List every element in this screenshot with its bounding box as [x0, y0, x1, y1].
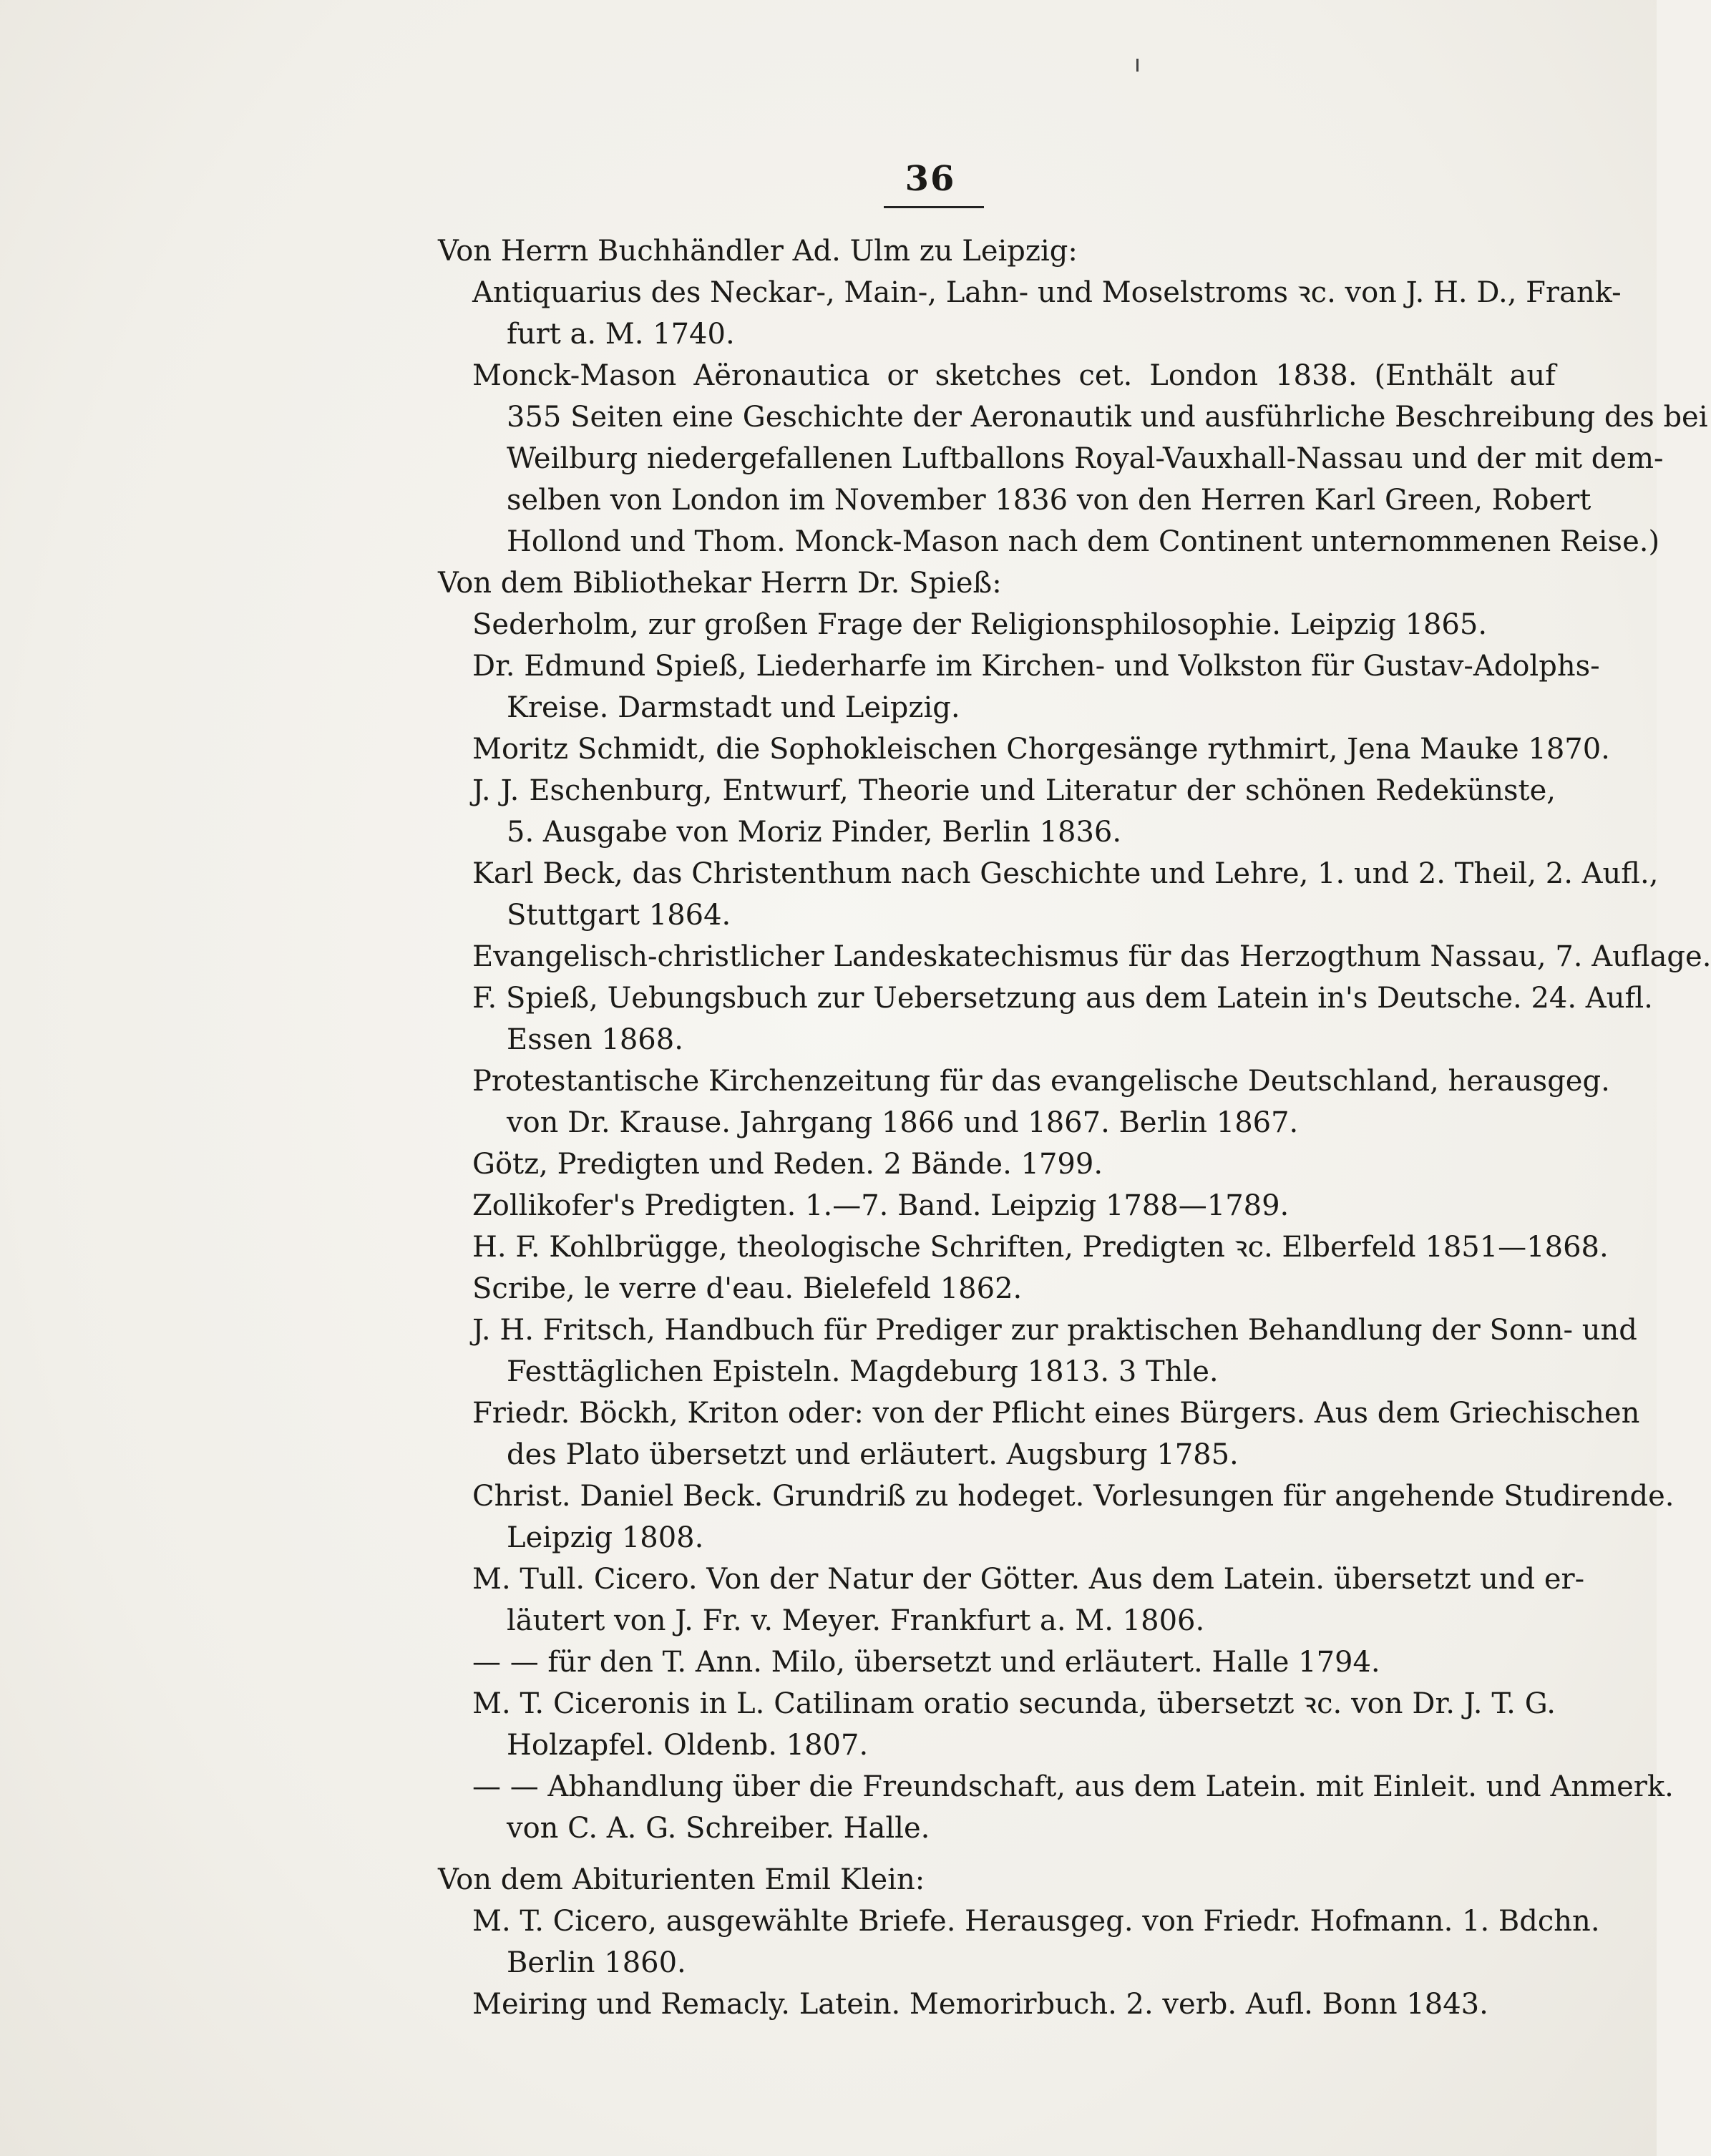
- book-entry-line: von Dr. Krause. Jahrgang 1866 und 1867. Berlin 1867.: [507, 1106, 1299, 1139]
- book-entry-line: Leipzig 1808.: [507, 1521, 704, 1554]
- book-entry-line: M. Tull. Cicero. Von der Natur der Götter. Aus dem Latein. übersetzt und er-: [472, 1563, 1585, 1596]
- book-entry-line: 355 Seiten eine Geschichte der Aeronautik und ausführliche Beschreibung des bei: [507, 401, 1708, 434]
- book-entry-line: Stuttgart 1864.: [507, 899, 731, 932]
- book-entry-line: Christ. Daniel Beck. Grundriß zu hodeget. Vorlesungen für angehende Studirende.: [472, 1480, 1675, 1513]
- book-entry-line: 5. Ausgabe von Moriz Pinder, Berlin 1836.: [507, 816, 1122, 849]
- book-entry-line: läutert von J. Fr. v. Meyer. Frankfurt a. M. 1806.: [507, 1604, 1205, 1637]
- book-entry-line: von C. A. G. Schreiber. Halle.: [507, 1812, 930, 1845]
- book-entry-line: Berlin 1860.: [507, 1946, 686, 1979]
- book-entry-line: H. F. Kohlbrügge, theologische Schriften, Predigten ꝛc. Elberfeld 1851—1868.: [472, 1231, 1609, 1264]
- book-entry-line: Scribe, le verre d'eau. Bielefeld 1862.: [472, 1272, 1023, 1305]
- book-entry-line: Dr. Edmund Spieß, Liederharfe im Kirchen- und Volkston für Gustav-Adolphs-: [472, 650, 1600, 683]
- book-entry-line: Zollikofer's Predigten. 1.—7. Band. Leipzig 1788—1789.: [472, 1189, 1290, 1222]
- book-entry-line: des Plato übersetzt und erläutert. Augsburg 1785.: [507, 1438, 1239, 1471]
- book-entry-line: Hollond und Thom. Monck-Mason nach dem Continent unternommenen Reise.): [507, 525, 1660, 558]
- book-entry-line: Sederholm, zur großen Frage der Religionsphilosophie. Leipzig 1865.: [472, 608, 1488, 641]
- book-entry-line: — — für den T. Ann. Milo, übersetzt und erläutert. Halle 1794.: [472, 1646, 1380, 1679]
- book-entry-line: M. T. Cicero, ausgewählte Briefe. Herausgeg. von Friedr. Hofmann. 1. Bdchn.: [472, 1905, 1600, 1938]
- book-entry-line: J. J. Eschenburg, Entwurf, Theorie und Literatur der schönen Redekünste,: [472, 774, 1556, 807]
- book-entry-line: Friedr. Böckh, Kriton oder: von der Pflicht eines Bürgers. Aus dem Griechischen: [472, 1397, 1640, 1430]
- book-entry-line: Antiquarius des Neckar-, Main-, Lahn- und Moselstroms ꝛc. von J. H. D., Frank-: [472, 276, 1622, 309]
- book-entry-line: Protestantische Kirchenzeitung für das evangelische Deutschland, herausgeg.: [472, 1065, 1610, 1098]
- book-entry-line: Karl Beck, das Christenthum nach Geschichte und Lehre, 1. und 2. Theil, 2. Aufl.,: [472, 857, 1659, 890]
- book-entry-line: F. Spieß, Uebungsbuch zur Uebersetzung aus dem Latein in's Deutsche. 24. Aufl.: [472, 982, 1653, 1015]
- book-entry-line: Holzapfel. Oldenb. 1807.: [507, 1729, 869, 1762]
- book-entry-line: Evangelisch-christlicher Landeskatechismus für das Herzogthum Nassau, 7. Auflage.: [472, 940, 1711, 973]
- section-gap: [438, 1849, 1556, 1859]
- book-entry-line: furt a. M. 1740.: [507, 318, 735, 351]
- book-entry-line: Festtäglichen Episteln. Magdeburg 1813. 3 Thle.: [507, 1355, 1219, 1388]
- book-entry-line: M. T. Ciceronis in L. Catilinam oratio secunda, übersetzt ꝛc. von Dr. J. T. G.: [472, 1687, 1556, 1720]
- donation-list: [438, 230, 1711, 2025]
- book-entry-line: Essen 1868.: [507, 1023, 683, 1056]
- book-entry-line: J. H. Fritsch, Handbuch für Prediger zur praktischen Behandlung der Sonn- und: [472, 1314, 1637, 1347]
- donor-heading: Von Herrn Buchhändler Ad. Ulm zu Leipzig:: [438, 235, 1078, 268]
- book-entry-line: Meiring und Remacly. Latein. Memorirbuch. 2. verb. Aufl. Bonn 1843.: [472, 1988, 1488, 2021]
- book-entry-line: Götz, Predigten und Reden. 2 Bände. 1799.: [472, 1148, 1103, 1181]
- book-entry-line: Weilburg niedergefallenen Luftballons Royal-Vauxhall-Nassau und der mit dem-: [507, 442, 1664, 475]
- page-number: 36: [905, 159, 956, 199]
- donor-heading: Von dem Abiturienten Emil Klein:: [438, 1863, 925, 1896]
- book-entry-line: selben von London im November 1836 von den Herren Karl Green, Robert: [507, 484, 1591, 517]
- book-entry-line: Kreise. Darmstadt und Leipzig.: [507, 691, 960, 724]
- donor-heading: Von dem Bibliothekar Herrn Dr. Spieß:: [438, 567, 1002, 600]
- print-mark: [1136, 59, 1139, 72]
- book-entry-line: — — Abhandlung über die Freundschaft, aus dem Latein. mit Einleit. und Anmerk.: [472, 1770, 1674, 1803]
- page-number-rule: [884, 206, 984, 208]
- book-entry-line: Moritz Schmidt, die Sophokleischen Chorgesänge rythmirt, Jena Mauke 1870.: [472, 733, 1610, 766]
- book-entry-line: Monck-Mason Aëronautica or sketches cet. London 1838. (Enthält auf: [472, 359, 1556, 392]
